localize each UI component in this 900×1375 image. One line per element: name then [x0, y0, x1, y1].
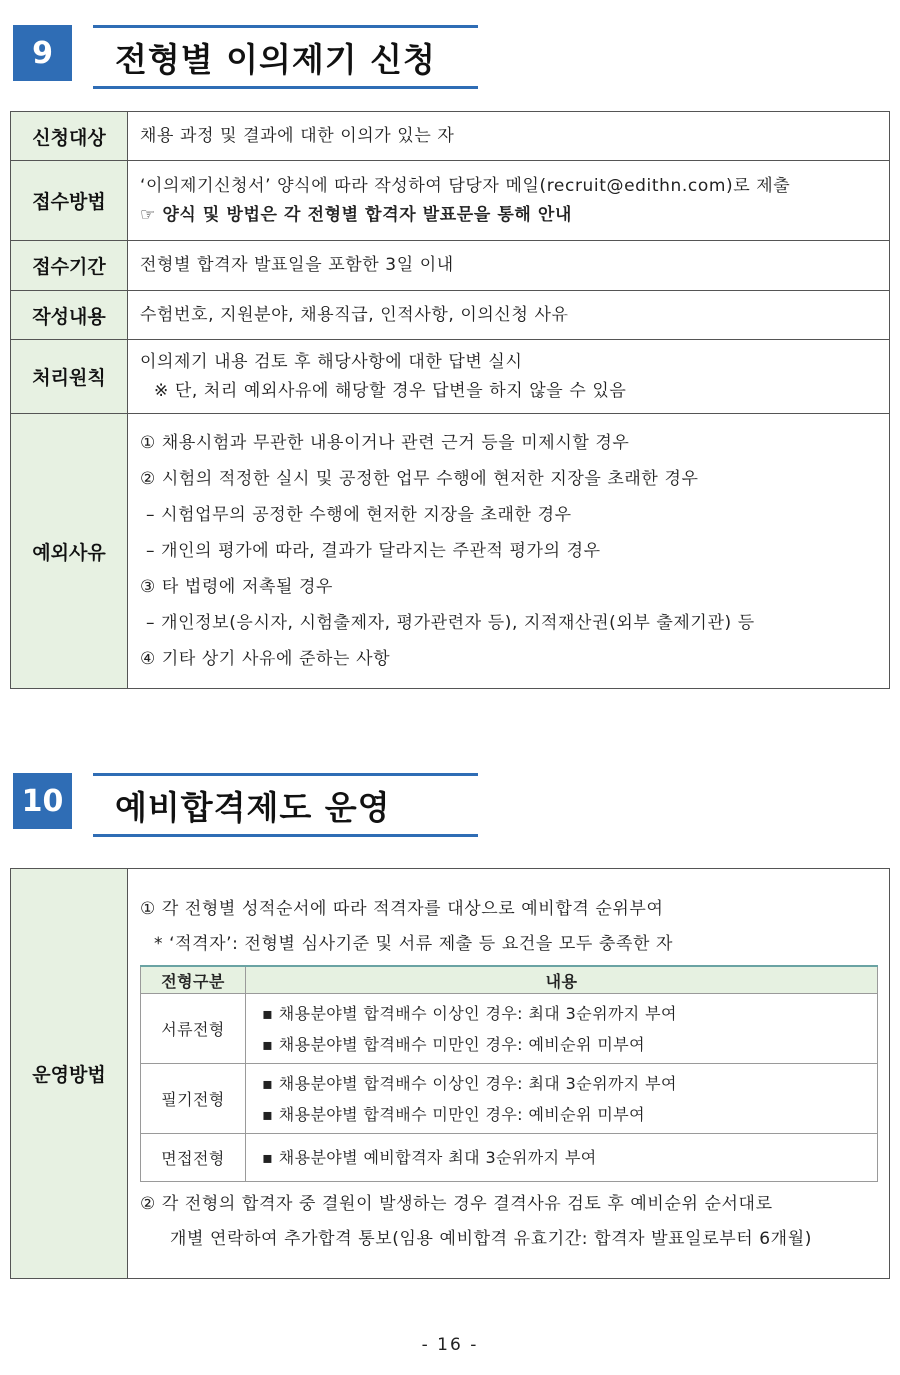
stage-content — [246, 1134, 878, 1182]
bullet-item: ▪ 채용분야별 합격배수 미만인 경우: 예비순위 미부여 — [262, 1034, 645, 1054]
header-cell: 내용 — [246, 966, 878, 994]
text-line: 채용 과정 및 결과에 대한 이의가 있는 자 — [140, 125, 455, 146]
bullet-item: ▪ 채용분야별 합격배수 이상인 경우: 최대 3순위까지 부여 — [262, 1073, 677, 1093]
row-label: 작성내용 — [11, 291, 128, 340]
stage-table-header — [141, 966, 878, 994]
list-item: ③ 타 법령에 저촉될 경우 — [140, 577, 334, 597]
list-subitem: – 개인의 평가에 따라, 결과가 달라지는 주관적 평가의 경우 — [146, 541, 601, 561]
stage-name: 서류전형 — [141, 994, 246, 1064]
section-title: 예비합격제도 운영 — [93, 773, 478, 837]
objection-table — [10, 111, 890, 689]
text-line: ① 각 전형별 성적순서에 따라 적격자를 대상으로 예비합격 순위부여 — [140, 898, 664, 919]
row-value — [128, 112, 890, 161]
list-subitem: – 개인정보(응시자, 시험출제자, 평가관련자 등), 지적재산권(외부 출제기관) 등 — [146, 613, 755, 633]
stage-row — [141, 1064, 878, 1134]
row-value — [128, 291, 890, 340]
reserve-pass-table — [10, 868, 890, 1279]
stage-name: 면접전형 — [141, 1134, 246, 1182]
text-line-note: * ‘적격자’: 전형별 심사기준 및 서류 제출 등 요건을 모두 충족한 자 — [154, 933, 674, 954]
page-number: - 16 - — [421, 1335, 479, 1355]
row-value — [128, 241, 890, 291]
table-row — [11, 414, 890, 689]
stage-name: 필기전형 — [141, 1064, 246, 1134]
table-row — [11, 869, 890, 1279]
row-value — [128, 340, 890, 414]
bullet-item: ▪ 채용분야별 합격배수 미만인 경우: 예비순위 미부여 — [262, 1104, 645, 1124]
table-row — [11, 241, 890, 291]
table-row — [11, 291, 890, 340]
row-value — [128, 414, 890, 689]
stage-row — [141, 994, 878, 1064]
row-label: 접수기간 — [11, 241, 128, 291]
row-label: 처리원칙 — [11, 340, 128, 414]
row-label: 예외사유 — [11, 414, 128, 689]
header-cell: 전형구분 — [141, 966, 246, 994]
text-line-note: ☞ 양식 및 방법은 각 전형별 합격자 발표문을 통해 안내 — [140, 204, 572, 225]
stage-table — [140, 965, 878, 1183]
list-item: ④ 기타 상기 사유에 준하는 사항 — [140, 649, 391, 669]
row-label: 운영방법 — [11, 869, 128, 1279]
row-value — [128, 869, 890, 1279]
text-line: 수험번호, 지원분야, 채용직급, 인적사항, 이의신청 사유 — [140, 304, 569, 325]
text-line: 전형별 합격자 발표일을 포함한 3일 이내 — [140, 255, 454, 275]
list-item: ① 채용시험과 무관한 내용이거나 관련 근거 등을 미제시할 경우 — [140, 433, 630, 453]
text-line: 개별 연락하여 추가합격 통보(임용 예비합격 유효기간: 합격자 발표일로부터 6개월) — [170, 1229, 812, 1250]
list-subitem: – 시험업무의 공정한 수행에 현저한 지장을 초래한 경우 — [146, 505, 572, 525]
section-number: 10 — [13, 773, 72, 829]
table-row — [11, 112, 890, 161]
section-title: 전형별 이의제기 신청 — [93, 25, 478, 89]
section-number: 9 — [13, 25, 72, 81]
list-item: ② 시험의 적정한 실시 및 공정한 업무 수행에 현저한 지장을 초래한 경우 — [140, 469, 699, 489]
row-value — [128, 161, 890, 241]
text-line: 이의제기 내용 검토 후 해당사항에 대한 답변 실시 — [140, 351, 523, 372]
table-row — [11, 161, 890, 241]
stage-content — [246, 1064, 878, 1134]
text-line: ‘이의제기신청서’ 양식에 따라 작성하여 담당자 메일(recruit@edithn.com)로 제출 — [140, 175, 791, 196]
stage-row — [141, 1134, 878, 1182]
bullet-item: ▪ 채용분야별 합격배수 이상인 경우: 최대 3순위까지 부여 — [262, 1003, 677, 1023]
table-row — [11, 340, 890, 414]
row-label: 접수방법 — [11, 161, 128, 241]
row-label: 신청대상 — [11, 112, 128, 161]
bullet-item: ▪ 채용분야별 예비합격자 최대 3순위까지 부여 — [262, 1148, 597, 1168]
text-line-note: ※ 단, 처리 예외사유에 해당할 경우 답변을 하지 않을 수 있음 — [154, 380, 627, 401]
text-line: ② 각 전형의 합격자 중 결원이 발생하는 경우 결격사유 검토 후 예비순위 순서대로 — [140, 1194, 773, 1215]
stage-content — [246, 994, 878, 1064]
